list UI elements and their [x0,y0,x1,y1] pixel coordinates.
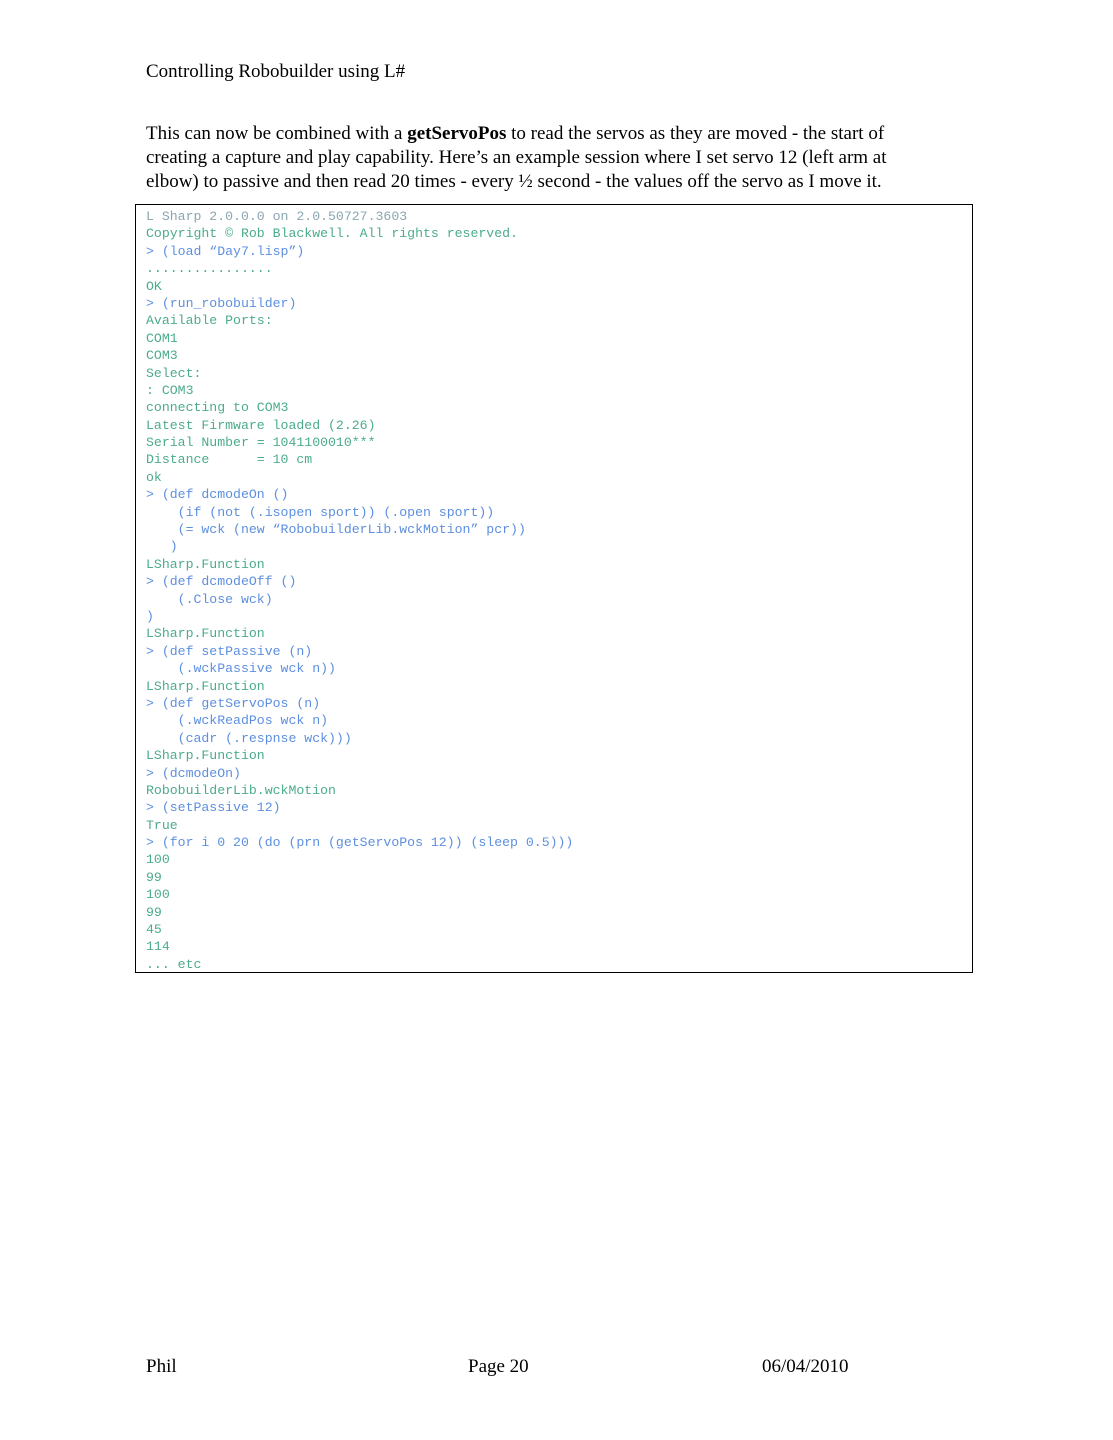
console-line: LSharp.Function [146,748,265,764]
intro-line-1 [146,122,976,146]
console-line: ................ [146,261,273,277]
console-line: Latest Firmware loaded (2.26) [146,417,376,433]
console-line: (.Close wck) [146,591,273,607]
console-line: 99 [146,869,162,885]
console-line: 100 [146,852,170,868]
console-line: > (load “Day7.lisp”) [146,243,305,259]
console-line: COM1 [146,330,178,346]
intro-line-1-before: This can now be combined with a [146,123,408,144]
console-line: RobobuilderLib.wckMotion [146,782,336,798]
footer-page-number: Page 20 [468,1356,529,1377]
console-line: > (setPassive 12) [146,800,281,816]
console-line: LSharp.Function [146,626,265,642]
console-line: Copyright © Rob Blackwell. All rights reserved. [146,226,518,242]
console-line: Distance = 10 cm [146,452,313,468]
console-line: > (run_robobuilder) [146,295,297,311]
console-line: (.wckPassive wck n)) [146,661,336,677]
footer-author: Phil [146,1356,177,1377]
console-line: 100 [146,887,170,903]
console-line: COM3 [146,348,178,364]
console-transcript [135,204,973,973]
console-line: LSharp.Function [146,678,265,694]
console-line: OK [146,278,162,294]
page-header: Controlling Robobuilder using L# [146,61,406,82]
intro-line-1-after: to read the servos as they are moved - the start of [506,123,885,144]
console-line: > (for i 0 20 (do (prn (getServoPos 12)) (sleep 0.5))) [146,835,574,851]
footer-date: 06/04/2010 [762,1356,849,1377]
console-line: > (def dcmodeOn () [146,487,289,503]
console-line: True [146,817,178,833]
console-line: > (def setPassive (n) [146,643,313,659]
console-line: > (def dcmodeOff () [146,574,297,590]
console-line: Serial Number = 1041100010*** [146,435,376,451]
intro-line-2: creating a capture and play capability. Here’s an example session where I set servo 12 (left arm at [146,147,887,168]
console-line: ... etc [146,956,202,972]
console-line: > (dcmodeOn) [146,765,241,781]
console-line: Available Ports: [146,313,273,329]
console-line: ) [146,608,154,624]
console-line: (= wck (new “RobobuilderLib.wckMotion” pcr)) [146,522,526,538]
console-line: LSharp.Function [146,556,265,572]
console-line: 114 [146,939,170,955]
console-line: 99 [146,904,162,920]
console-line: ) [146,539,178,555]
intro-paragraph [146,122,976,194]
console-line: ok [146,469,162,485]
console-line: (cadr (.respnse wck))) [146,730,352,746]
intro-line-3: elbow) to passive and then read 20 times - every ½ second - the values off the servo as I move it. [146,171,882,192]
console-line: > (def getServoPos (n) [146,695,321,711]
intro-keyword: getServoPos [407,123,507,144]
console-line: 45 [146,922,162,938]
console-line: (.wckReadPos wck n) [146,713,329,729]
console-line: : COM3 [146,382,194,398]
console-line: Select: [146,365,202,381]
console-line: (if (not (.isopen sport)) (.open sport)) [146,504,495,520]
console-line: L Sharp 2.0.0.0 on 2.0.50727.3603 [146,209,408,224]
console-line: connecting to COM3 [146,400,289,416]
